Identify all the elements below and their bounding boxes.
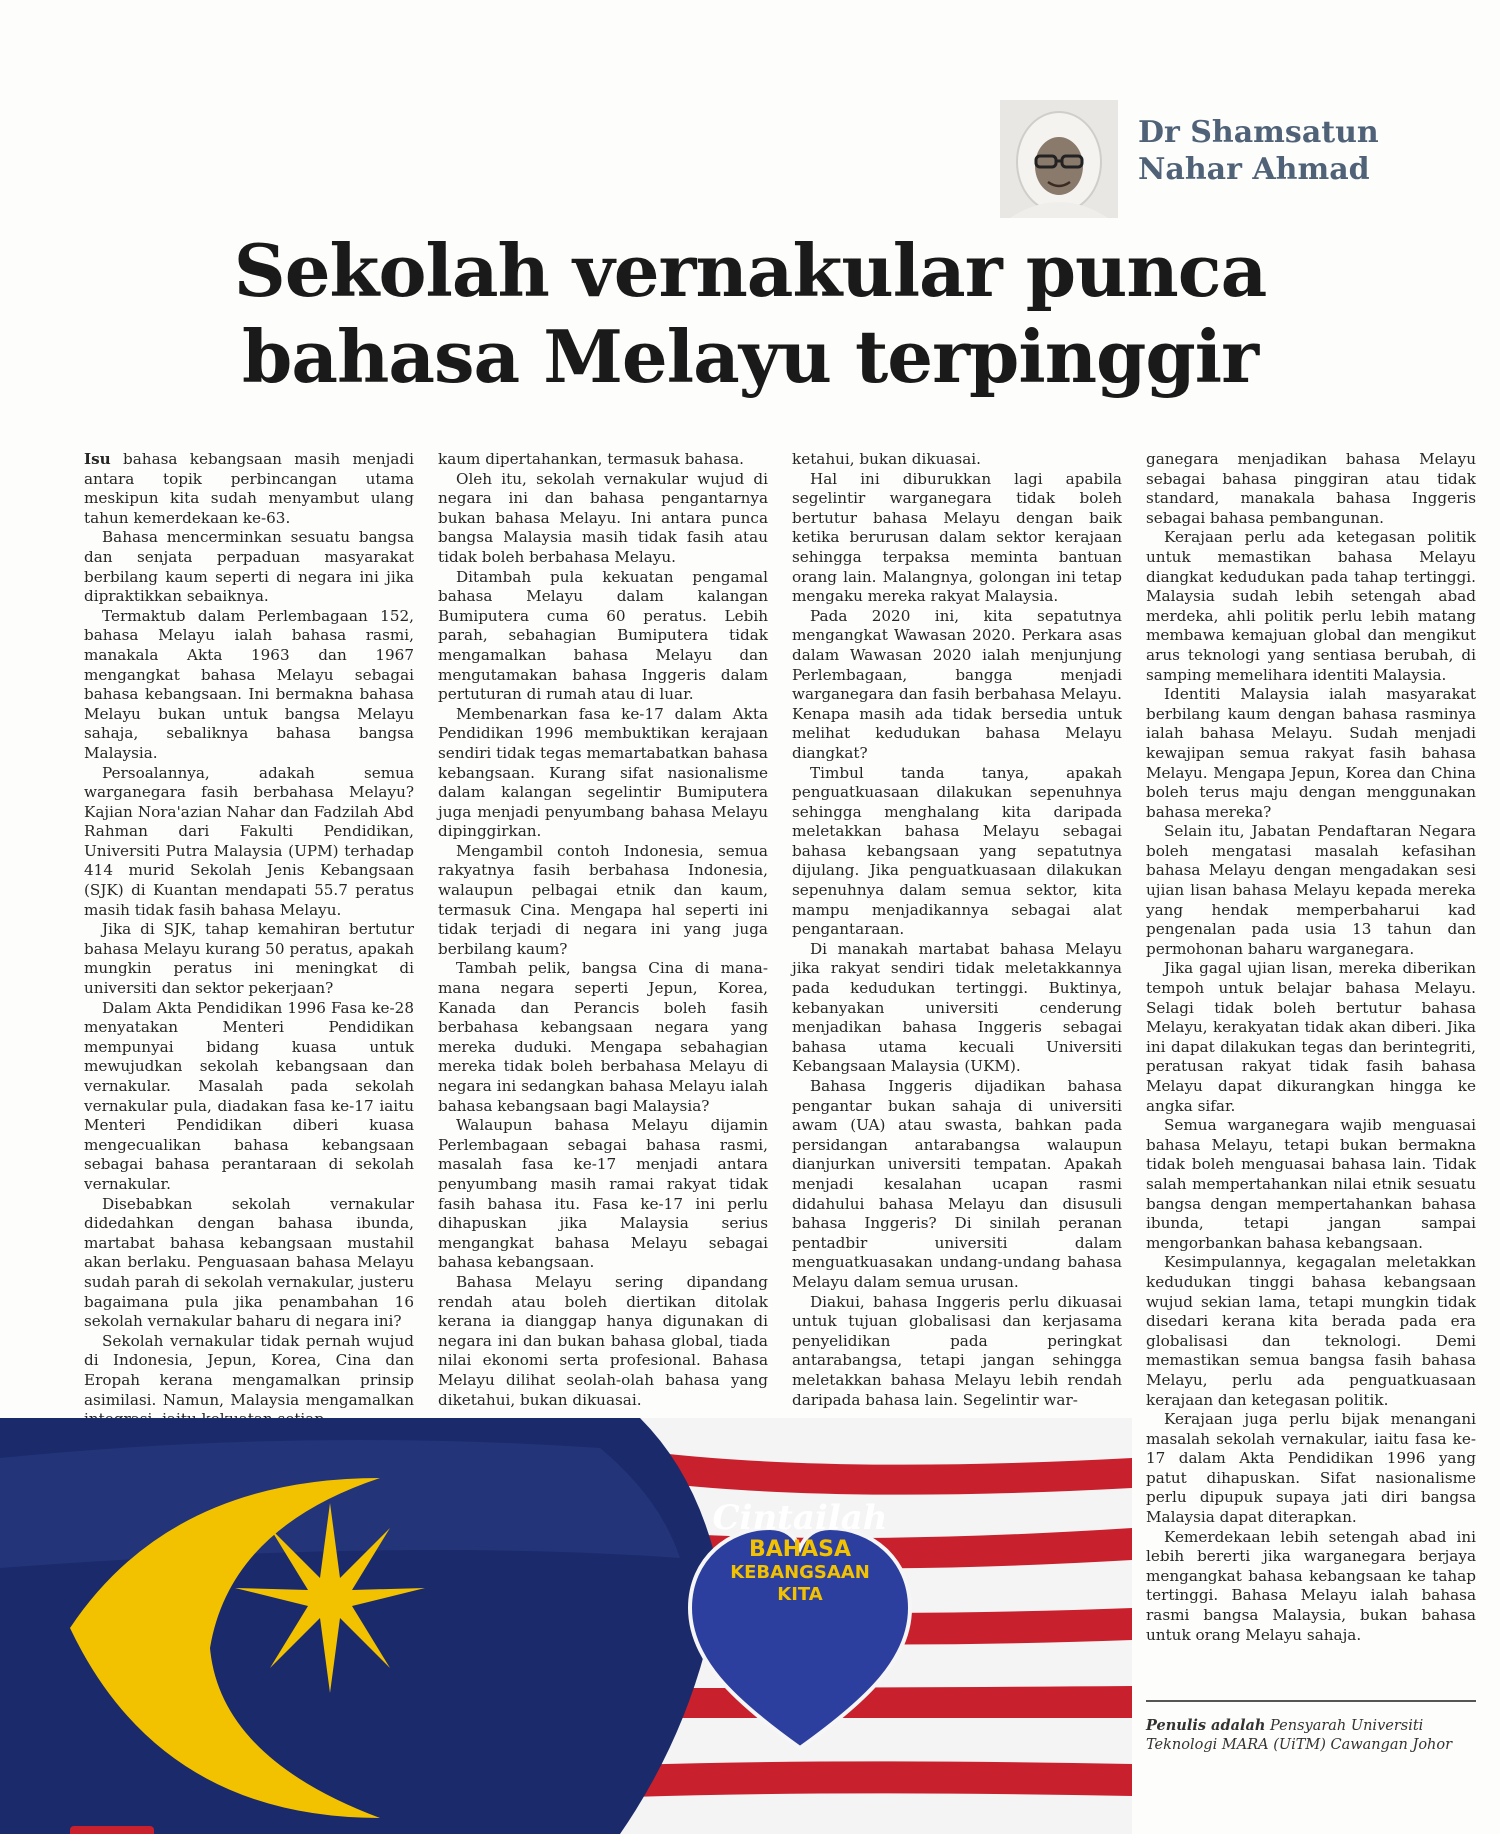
article-paragraph: Kerajaan juga perlu bijak menangani masalah sekolah vernakular, iaitu fasa ke-17 dalam Akta Pendidikan 1996 yang patut dihapuskan. Sifat nasionalisme perlu dipupuk supaya jati diri bangsa Malaysia dapat diterapkan. [1146,1410,1476,1527]
article-paragraph: Ditambah pula kekuatan pengamal bahasa Melayu dalam kalangan Bumiputera cuma 60 peratus. Lebih parah, sebahagian Bumiputera tidak mengamalkan bahasa Melayu dan mengutamakan bahasa Inggeris dalam pertuturan di rumah atau di luar. [438,567,768,704]
article-paragraph: Tambah pelik, bangsa Cina di mana-mana negara seperti Jepun, Korea, Kanada dan Perancis boleh fasih berbahasa kebangsaan negara yang mereka duduki. Mengapa sebahagian mereka tidak boleh berbahasa Melayu di negara ini sedangkan bahasa Melayu ialah bahasa kebangsaan bagi Malaysia? [438,959,768,1115]
article-column-2 [438,450,768,1409]
article-paragraph: Membenarkan fasa ke-17 dalam Akta Pendidikan 1996 membuktikan kerajaan sendiri tidak tegas memartabatkan bahasa kebangsaan. Kurang sifat nasionalisme dalam kalangan segelintir Bumiputera juga menjadi penyumbang bahasa Melayu dipinggirkan. [438,704,768,841]
heart-text-line2: KEBANGSAAN [730,1562,870,1583]
author-note-label: Penulis adalah [1146,1717,1266,1734]
article-paragraph: Identiti Malaysia ialah masyarakat berbilang kaum dengan bahasa rasminya ialah bahasa Melayu. Sudah menjadi kewajipan semua rakyat fasih bahasa Melayu. Mengapa Jepun, Korea dan China boleh terus maju dengan menggunakan bahasa mereka? [1146,685,1476,821]
article-paragraph: Bahasa mencerminkan sesuatu bangsa dan senjata perpaduan masyarakat berbilang kaum seperti di negara ini jika dipraktikkan sebaiknya. [84,528,414,606]
headline-line1: Sekolah vernakular punca [233,228,1267,313]
article-headline [0,228,1500,400]
article-paragraph: Kesimpulannya, kegagalan meletakkan kedudukan tinggi bahasa kebangsaan wujud sekian lama, tetapi mungkin tidak disedari kerana kita berada pada era globalisasi dan teknologi. Demi memastikan semua bangsa fasih bahasa Melayu, perlu ada penguatkuasaan kerajaan dan ketegasan politik. [1146,1253,1476,1409]
article-column-3 [792,450,1122,1409]
article-paragraph: Di manakah martabat bahasa Melayu jika rakyat sendiri tidak meletakkannya pada kedudukan tertinggi. Buktinya, kebanyakan universiti cenderung menjadikan bahasa Inggeris sebagai bahasa utama kecuali Universiti Kebangsaan Malaysia (UKM). [792,939,1122,1076]
article-paragraph: Diakui, bahasa Inggeris perlu dikuasai untuk tujuan globalisasi dan kerjasama penyelidikan pada peringkat antarabangsa, tetapi jangan sehingga meletakkan bahasa Melayu lebih rendah daripada bahasa lain. Segelintir war- [792,1292,1122,1409]
article-paragraph: Oleh itu, sekolah vernakular wujud di negara ini dan bahasa pengantarnya bukan bahasa Melayu. Ini antara punca bangsa Malaysia masih tidak fasih atau tidak boleh berbahasa Melayu. [438,469,768,566]
article-paragraph: Selain itu, Jabatan Pendaftaran Negara boleh mengatasi masalah kefasihan bahasa Melayu dengan mengadakan sesi ujian lisan bahasa Melayu kepada mereka yang hendak memperbaharui kad pengenalan pada usia 13 tahun dan permohonan baharu warganegara. [1146,822,1476,958]
article-paragraph: Isu bahasa kebangsaan masih menjadi antara topik perbincangan utama meskipun kita sudah menyambut ulang tahun kemerdekaan ke-63. [84,450,414,527]
heart-text-line3: KITA [777,1584,823,1605]
article-paragraph: ketahui, bukan dikuasai. [792,450,981,468]
malaysia-flag-image [0,1418,1132,1834]
author-note [1146,1700,1476,1755]
article-paragraph: kaum dipertahankan, termasuk bahasa. [438,450,744,468]
heart-text-line1: BAHASA [748,1537,852,1562]
heart-script-text: Cintailah [712,1498,888,1538]
footer-accent-bar [70,1826,154,1834]
article-paragraph: Hal ini diburukkan lagi apabila segelintir warganegara tidak boleh bertutur bahasa Melayu dengan baik ketika berurusan dalam sektor kerajaan sehingga terpaksa meminta bantuan orang lain. Malangnya, golongan ini tetap mengaku mereka rakyat Malaysia. [792,469,1122,606]
article-paragraph: Dalam Akta Pendidikan 1996 Fasa ke-28 menyatakan Menteri Pendidikan mempunyai bidang kuasa untuk mewujudkan sekolah kebangsaan dan vernakular. Masalah pada sekolah vernakular pula, diadakan fasa ke-17 iaitu Menteri Pendidikan diberi kuasa mengecualikan bahasa kebangsaan sebagai bahasa perantaraan di sekolah vernakular. [84,998,414,1193]
article-column-1 [84,450,414,1409]
article-column-4 [1146,450,1476,1740]
article-paragraph: Persoalannya, adakah semua warganegara fasih berbahasa Melayu? Kajian Nora'azian Nahar dan Fadzilah Abd Rahman dari Fakulti Pendidikan, Universiti Putra Malaysia (UPM) terhadap 414 murid Sekolah Jenis Kebangsaan (SJK) di Kuantan mendapati 55.7 peratus masih tidak fasih bahasa Melayu. [84,763,414,919]
article-paragraph: Timbul tanda tanya, apakah penguatkuasaan dilakukan sepenuhnya sehingga menghalang kita daripada meletakkan bahasa Melayu sebagai bahasa kebangsaan yang sepatutnya dijulang. Jika penguatkuasaan dilakukan sepenuhnya dalam semua sektor, kita mampu menjadikannya sebagai alat pengantaraan. [792,763,1122,939]
author-byline [1000,100,1430,220]
lead-word: Isu [84,450,111,468]
author-name-line1: Dr Shamsatun [1138,115,1379,150]
article-paragraph: Termaktub dalam Perlembagaan 152, bahasa Melayu ialah bahasa rasmi, manakala Akta 1963 dan 1967 mengangkat bahasa Melayu sebagai bahasa kebangsaan. Ini bermakna bahasa Melayu bukan untuk bangsa Melayu sahaja, sebaliknya bahasa bangsa Malaysia. [84,606,414,762]
article-paragraph: Kemerdekaan lebih setengah abad ini lebih bererti jika warganegara berjaya mengangkat bahasa kebangsaan ke tahap tertinggi. Bahasa Melayu ialah bahasa rasmi bangsa Malaysia, bukan bahasa untuk orang Melayu sahaja. [1146,1527,1476,1644]
article-paragraph: Disebabkan sekolah vernakular didedahkan dengan bahasa ibunda, martabat bahasa kebangsaan mustahil akan berlaku. Penguasaan bahasa Melayu sudah parah di sekolah vernakular, justeru bagaimana pula jika penambahan 16 sekolah vernakular baharu di negara ini? [84,1194,414,1331]
headline-line2: bahasa Melayu terpinggir [241,314,1259,399]
article-paragraph: Walaupun bahasa Melayu dijamin Perlembagaan sebagai bahasa rasmi, masalah fasa ke-17 menjadi antara penyumbang masih ramai rakyat tidak fasih bahasa itu. Fasa ke-17 ini perlu dihapuskan jika Malaysia serius mengangkat bahasa Melayu sebagai bahasa kebangsaan. [438,1116,768,1272]
article-paragraph: Kerajaan perlu ada ketegasan politik untuk memastikan bahasa Melayu diangkat kedudukan pada tahap tertinggi. Malaysia sudah lebih setengah abad merdeka, ahli politik perlu lebih matang membawa kemajuan global dan mengikut arus teknologi yang sentiasa berubah, di samping memelihara identiti Malaysia. [1146,528,1476,684]
article-paragraph: Bahasa Melayu sering dipandang rendah atau boleh diertikan ditolak kerana ia dianggap hanya digunakan di negara ini dan bukan bahasa global, tiada nilai ekonomi serta profesional. Bahasa Melayu dilihat seolah-olah bahasa yang diketahui, bukan dikuasai. [438,1272,768,1409]
article-paragraph: Bahasa Inggeris dijadikan bahasa pengantar bukan sahaja di universiti awam (UA) atau swasta, bahkan pada persidangan antarabangsa walaupun dianjurkan universiti tempatan. Apakah menjadi kesalahan ucapan rasmi didahului bahasa Melayu dan disusuli bahasa Inggeris? Di sinilah peranan pentadbir universiti dalam menguatkuasakan undang-undang bahasa Melayu dalam semua urusan. [792,1077,1122,1291]
article-paragraph: Jika gagal ujian lisan, mereka diberikan tempoh untuk belajar bahasa Melayu. Selagi tidak boleh bertutur bahasa Melayu, kerakyatan tidak akan diberi. Jika ini dapat dilakukan tegas dan berintegriti, peratusan rakyat tidak fasih bahasa Melayu dapat dikurangkan hingga ke angka sifar. [1146,959,1476,1115]
author-photo [1000,100,1118,218]
article-paragraph: Pada 2020 ini, kita sepatutnya mengangkat Wawasan 2020. Perkara asas dalam Wawasan 2020 ialah menjunjung Perlembagaan, bangga menjadi warganegara dan fasih berbahasa Melayu. Kenapa masih ada tidak bersedia untuk melihat kedudukan bahasa Melayu diangkat? [792,606,1122,762]
author-name [1138,114,1379,188]
author-note-role: Pensyarah Universiti Teknologi MARA (UiTM) Cawangan Johor [1146,1718,1453,1753]
author-name-line2: Nahar Ahmad [1138,152,1370,187]
article-paragraph: Jika di SJK, tahap kemahiran bertutur bahasa Melayu kurang 50 peratus, apakah mungkin peratus ini meningkat di universiti dan sektor pekerjaan? [84,920,414,998]
article-paragraph: ganegara menjadikan bahasa Melayu sebagai bahasa pinggiran atau tidak standard, manakala bahasa Inggeris sebagai bahasa pembangunan. [1146,450,1476,527]
article-paragraph: Semua warganegara wajib menguasai bahasa Melayu, tetapi bukan bermakna tidak boleh menguasai bahasa lain. Tidak salah mempertahankan nilai etnik sesuatu bangsa dengan mempertahankan bahasa ibunda, tetapi jangan sampai mengorbankan bahasa kebangsaan. [1146,1116,1476,1252]
article-paragraph: Sekolah vernakular tidak pernah wujud di Indonesia, Jepun, Korea, Cina dan Eropah kerana mengamalkan prinsip asimilasi. Namun, Malaysia mengamalkan [84,1331,414,1409]
article-paragraph: Mengambil contoh Indonesia, semua rakyatnya fasih berbahasa Indonesia, walaupun pelbagai etnik dan kaum, termasuk Cina. Mengapa hal seperti ini tidak terjadi di negara ini yang juga berbilang kaum? [438,841,768,958]
